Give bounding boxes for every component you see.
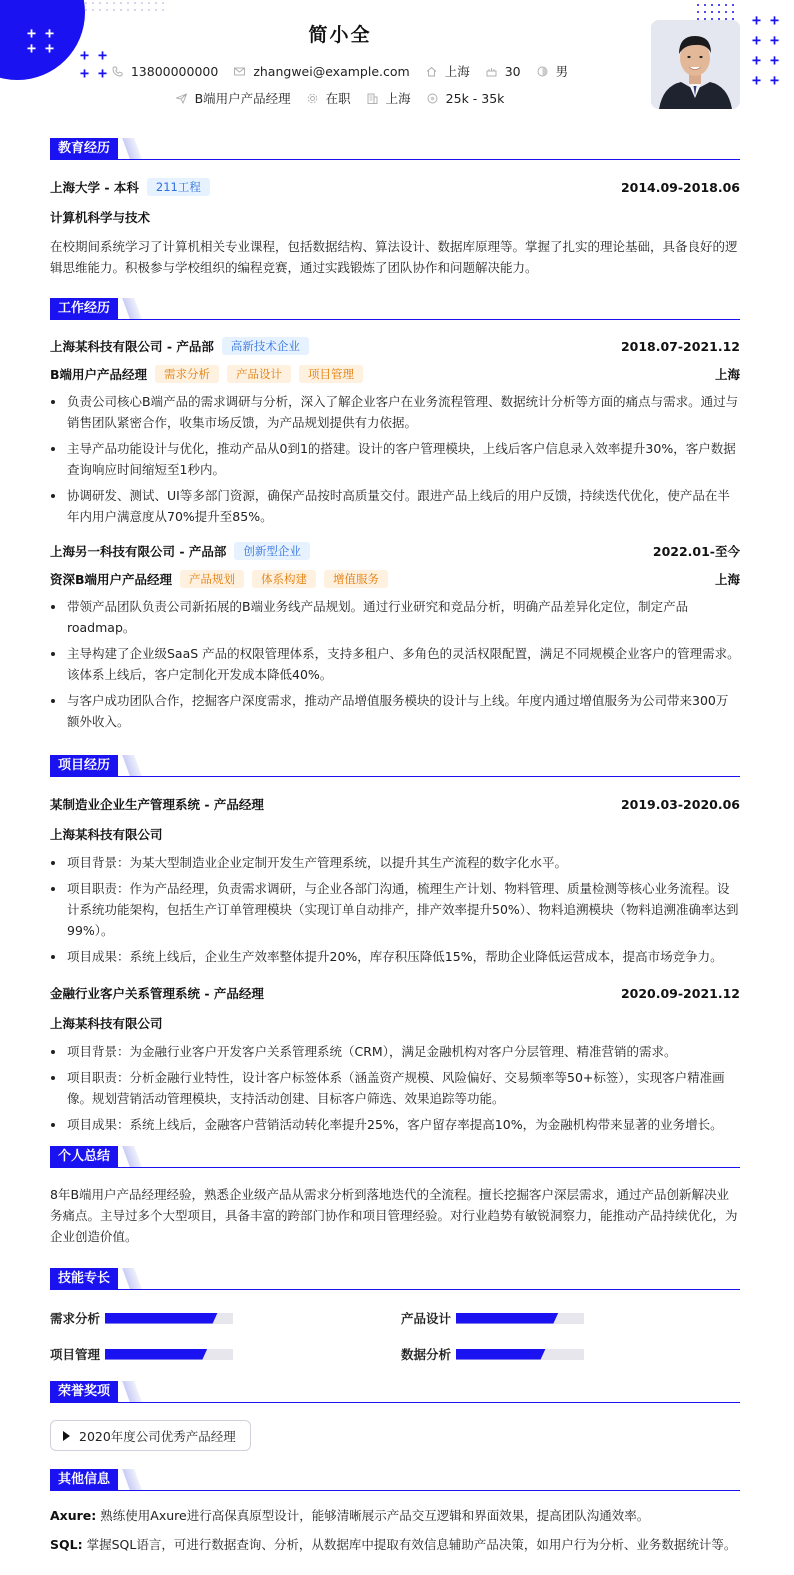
section-title: 教育经历 <box>50 138 118 159</box>
skill-name: 需求分析 <box>50 1311 101 1326</box>
skill-item <box>50 1309 233 1327</box>
skill-bar <box>456 1349 584 1360</box>
job-role-row <box>50 570 740 588</box>
dot <box>155 9 157 11</box>
dot <box>85 2 87 4</box>
other-info-item <box>50 1534 740 1555</box>
dot <box>141 2 143 4</box>
dot <box>704 4 706 6</box>
employment-status: 在职 <box>325 91 351 106</box>
plus-pattern-decoration: + + + + <box>27 24 55 57</box>
skills-section <box>50 1268 740 1290</box>
list-item: 主导构建了企业级SaaS 产品的权限管理体系，支持多租户、多角色的灵活权限配置，满足不同规模企业客户的管理需求。该体系上线后，客户定制化开发成本降低40%。 <box>50 643 740 685</box>
section-header <box>50 298 740 320</box>
age: 30 <box>504 63 521 79</box>
dot <box>127 9 129 11</box>
job-entry <box>50 337 740 527</box>
other-info-text: 掌握SQL语言，可进行数据查询、分析，从数据库中提取有效信息辅助产品决策，如用户行为分析、业务数据统计等。 <box>86 1537 737 1552</box>
section-header <box>50 1268 740 1290</box>
dot <box>92 2 94 4</box>
dot-pattern-decoration <box>85 2 164 11</box>
job-intent-row <box>0 89 680 107</box>
target-position: B端用户产品经理 <box>194 91 291 106</box>
job-bullets <box>50 596 740 732</box>
job-role-row <box>50 365 740 383</box>
award-name: 2020年度公司优秀产品经理 <box>79 1428 236 1444</box>
job-bullets <box>50 391 740 527</box>
list-item: 主导产品功能设计与优化，推动产品从0到1的搭建。设计的客户管理模块，上线后客户信息录入效率提升30%，客户数据查询响应时间缩短至1秒内。 <box>50 438 740 480</box>
award-item[interactable] <box>50 1420 251 1451</box>
project-bullets <box>50 1041 740 1135</box>
skill-tag: 增值服务 <box>324 570 388 588</box>
summary-text: 8年B端用户产品经理经验，熟悉企业级产品从需求分析到落地迭代的全流程。擅长挖掘客户深层需求，通过产品创新解决业务痛点。主导过多个大型项目，具备丰富的跨部门协作和项目管理经验。对行业趋势有敏锐洞察力，能推动产品持续优化，为企业创造价值。 <box>50 1187 738 1244</box>
dot <box>718 4 720 6</box>
dot <box>106 9 108 11</box>
phone-number: 13800000000 <box>130 63 219 79</box>
section-title-decoration <box>122 298 142 319</box>
list-item: 项目成果：系统上线后，企业生产效率整体提升20%，库存积压降低15%，帮助企业降低运营成本，提高市场竞争力。 <box>50 946 740 967</box>
project-entry <box>50 795 740 967</box>
list-item: 项目背景：为金融行业客户开发客户关系管理系统（CRM），满足金融机构对客户分层管理、精准营销的需求。 <box>50 1041 740 1062</box>
section-title-decoration <box>122 138 142 159</box>
dot <box>725 11 727 13</box>
project-entry <box>50 984 740 1135</box>
dot <box>732 4 734 6</box>
skill-bar <box>456 1313 584 1324</box>
section-title-decoration <box>122 1381 142 1402</box>
phone-icon <box>112 66 123 77</box>
candidate-name: 简小全 <box>308 24 372 46</box>
list-item: 项目职责：作为产品经理，负责需求调研，与企业各部门沟通，梳理生产计划、物料管理、质量检测等核心业务流程。设计系统功能架构，包括生产订单管理模块（实现订单自动排产，排产效率提升50%）、物料追溯模块（物料追溯准确率达到99%）。 <box>50 878 740 941</box>
project-header-row <box>50 795 740 813</box>
dot <box>148 2 150 4</box>
major-row <box>50 208 740 226</box>
skill-name: 产品设计 <box>401 1311 452 1326</box>
status-item <box>307 89 351 107</box>
job-entry <box>50 542 740 732</box>
dot <box>134 9 136 11</box>
work-section <box>50 298 740 737</box>
education-section <box>50 138 740 278</box>
other-info-label: Axure: <box>50 1508 97 1523</box>
project-header-row <box>50 984 740 1002</box>
target-city-item <box>367 89 411 107</box>
section-title-decoration <box>122 755 142 776</box>
list-item: 负责公司核心B端产品的需求调研与分析，深入了解企业客户在业务流程管理、数据统计分析等方面的痛点与需求。通过与销售团队紧密合作，收集市场反馈，为产品规划提供有力依据。 <box>50 391 740 433</box>
section-title-decoration <box>122 1146 142 1167</box>
job-role: B端用户产品经理 <box>50 367 148 382</box>
gear-icon <box>307 93 318 104</box>
section-header <box>50 755 740 777</box>
city-item <box>426 62 470 80</box>
dot <box>732 11 734 13</box>
dot <box>120 2 122 4</box>
skill-tag: 产品规划 <box>180 570 244 588</box>
project-name: 金融行业客户关系管理系统 - 产品经理 <box>50 986 264 1001</box>
skill-item <box>401 1345 584 1363</box>
dot <box>697 4 699 6</box>
dot <box>718 11 720 13</box>
city: 上海 <box>444 64 470 79</box>
dot <box>155 2 157 4</box>
other-info-text: 熟练使用Axure进行高保真原型设计，能够清晰展示产品交互逻辑和界面效果，提高团队沟通效率。 <box>100 1508 650 1523</box>
dot <box>106 2 108 4</box>
section-title: 技能专长 <box>50 1268 118 1289</box>
major: 计算机科学与技术 <box>50 210 151 225</box>
skill-item <box>50 1345 233 1363</box>
phone-item <box>112 64 218 79</box>
job-period: 2018.07-2021.12 <box>620 338 740 354</box>
company-tag: 高新技术企业 <box>222 337 309 355</box>
profile-photo <box>651 20 740 109</box>
skill-bar-fill <box>105 1313 218 1324</box>
skill-tag: 需求分析 <box>155 365 219 383</box>
dot <box>697 11 699 13</box>
company-name: 上海某科技有限公司 - 产品部 <box>50 339 214 354</box>
list-item: 项目背景：为某大型制造业企业定制开发生产管理系统，以提升其生产流程的数字化水平。 <box>50 852 740 873</box>
section-title: 项目经历 <box>50 755 118 776</box>
expand-arrow-icon <box>63 1431 70 1441</box>
dot <box>725 4 727 6</box>
skill-bar-fill <box>456 1349 546 1360</box>
section-title: 其他信息 <box>50 1469 118 1490</box>
section-title: 工作经历 <box>50 298 118 319</box>
section-title: 荣誉奖项 <box>50 1381 118 1402</box>
skill-tag: 产品设计 <box>227 365 291 383</box>
gender-item <box>537 62 569 80</box>
projects-section <box>50 755 740 1140</box>
project-period: 2020.09-2021.12 <box>620 985 740 1001</box>
dot <box>711 4 713 6</box>
job-period: 2022.01-至今 <box>652 544 740 559</box>
other-info-label: SQL: <box>50 1537 83 1552</box>
dot <box>99 2 101 4</box>
dot <box>148 9 150 11</box>
age-item <box>486 64 521 79</box>
section-title-decoration <box>122 1268 142 1289</box>
other-info-section <box>50 1469 740 1555</box>
dot <box>99 9 101 11</box>
plus-pattern-decoration: + + + + <box>80 46 108 82</box>
skill-tag: 体系构建 <box>252 570 316 588</box>
dot <box>127 2 129 4</box>
education-header-row <box>50 178 740 196</box>
dot <box>134 2 136 4</box>
section-title: 个人总结 <box>50 1146 118 1167</box>
project-company: 上海某科技有限公司 <box>50 1016 163 1031</box>
skill-bar <box>105 1349 233 1360</box>
education-period: 2014.09-2018.06 <box>620 179 740 195</box>
gender: 男 <box>555 64 569 79</box>
dot <box>141 9 143 11</box>
list-item: 项目职责：分析金融行业特性，设计客户标签体系（涵盖资产规模、风险偏好、交易频率等50+标签），实现客户精准画像。规划营销活动管理模块，支持活动创建、目标客户筛选、效果追踪等功能。 <box>50 1067 740 1109</box>
skill-name: 项目管理 <box>50 1347 101 1362</box>
section-header <box>50 1469 740 1491</box>
list-item: 协调研发、测试、UI等多部门资源，确保产品按时高质量交付。跟进产品上线后的用户反馈，持续迭代优化，使产品在半年内用户满意度从70%提升至85%。 <box>50 485 740 527</box>
section-title-decoration <box>122 1469 142 1490</box>
target-city: 上海 <box>385 91 411 106</box>
dot <box>120 9 122 11</box>
job-location: 上海 <box>714 572 740 587</box>
project-bullets <box>50 852 740 967</box>
job-location: 上海 <box>714 367 740 382</box>
expected-salary: 25k - 35k <box>445 90 505 106</box>
plus-pattern-decoration: + + + + + + + + <box>752 11 780 89</box>
gender-icon <box>537 66 548 77</box>
list-item: 项目成果：系统上线后，金融客户营销活动转化率提升25%，客户留存率提高10%，为金融机构带来显著的业务增长。 <box>50 1114 740 1135</box>
dot <box>162 2 164 4</box>
project-name: 某制造业企业生产管理系统 - 产品经理 <box>50 797 264 812</box>
cake-icon <box>486 66 497 77</box>
section-header <box>50 138 740 160</box>
project-company-row <box>50 1014 740 1032</box>
section-header <box>50 1381 740 1403</box>
skill-bar <box>105 1313 233 1324</box>
job-header-row <box>50 542 740 560</box>
home-icon <box>426 66 437 77</box>
send-icon <box>176 93 187 104</box>
dot <box>92 9 94 11</box>
list-item: 带领产品团队负责公司新拓展的B端业务线产品规划。通过行业研究和竞品分析，明确产品差异化定位，制定产品 roadmap。 <box>50 596 740 638</box>
dot <box>162 9 164 11</box>
dot <box>704 11 706 13</box>
contact-info-row <box>0 62 680 80</box>
project-period: 2019.03-2020.06 <box>620 796 740 812</box>
dot <box>113 9 115 11</box>
skill-bar-fill <box>456 1313 558 1324</box>
position-item <box>176 89 291 107</box>
email-icon <box>234 66 245 77</box>
awards-section <box>50 1381 740 1451</box>
school-tag: 211工程 <box>147 178 210 196</box>
skill-name: 数据分析 <box>401 1347 452 1362</box>
dot <box>85 9 87 11</box>
other-info-item <box>50 1505 740 1526</box>
company-name: 上海另一科技有限公司 - 产品部 <box>50 544 227 559</box>
email-address: zhangwei@example.com <box>253 63 410 79</box>
list-item: 与客户成功团队合作，挖掘客户深度需求，推动产品增值服务模块的设计与上线。年度内通过增值服务为公司带来300万额外收入。 <box>50 690 740 732</box>
dot <box>113 2 115 4</box>
school-name: 上海大学 - 本科 <box>50 180 139 195</box>
job-role: 资深B端用户产品经理 <box>50 572 173 587</box>
section-header <box>50 1146 740 1168</box>
skill-item <box>401 1309 584 1327</box>
coin-icon <box>427 93 438 104</box>
skill-bar-fill <box>105 1349 207 1360</box>
salary-item <box>427 91 505 106</box>
education-description: 在校期间系统学习了计算机相关专业课程，包括数据结构、算法设计、数据库原理等。掌握了扎实的理论基础，具备良好的逻辑思维能力。积极参与学校组织的编程竞赛，通过实践锻炼了团队协作和问题解决能力。 <box>50 239 738 275</box>
job-header-row <box>50 337 740 355</box>
project-company-row <box>50 825 740 843</box>
email-item <box>234 64 409 79</box>
company-tag: 创新型企业 <box>234 542 310 560</box>
summary-section <box>50 1146 740 1247</box>
skill-tag: 项目管理 <box>299 365 363 383</box>
building-icon <box>367 93 378 104</box>
dot <box>711 11 713 13</box>
project-company: 上海某科技有限公司 <box>50 827 163 842</box>
